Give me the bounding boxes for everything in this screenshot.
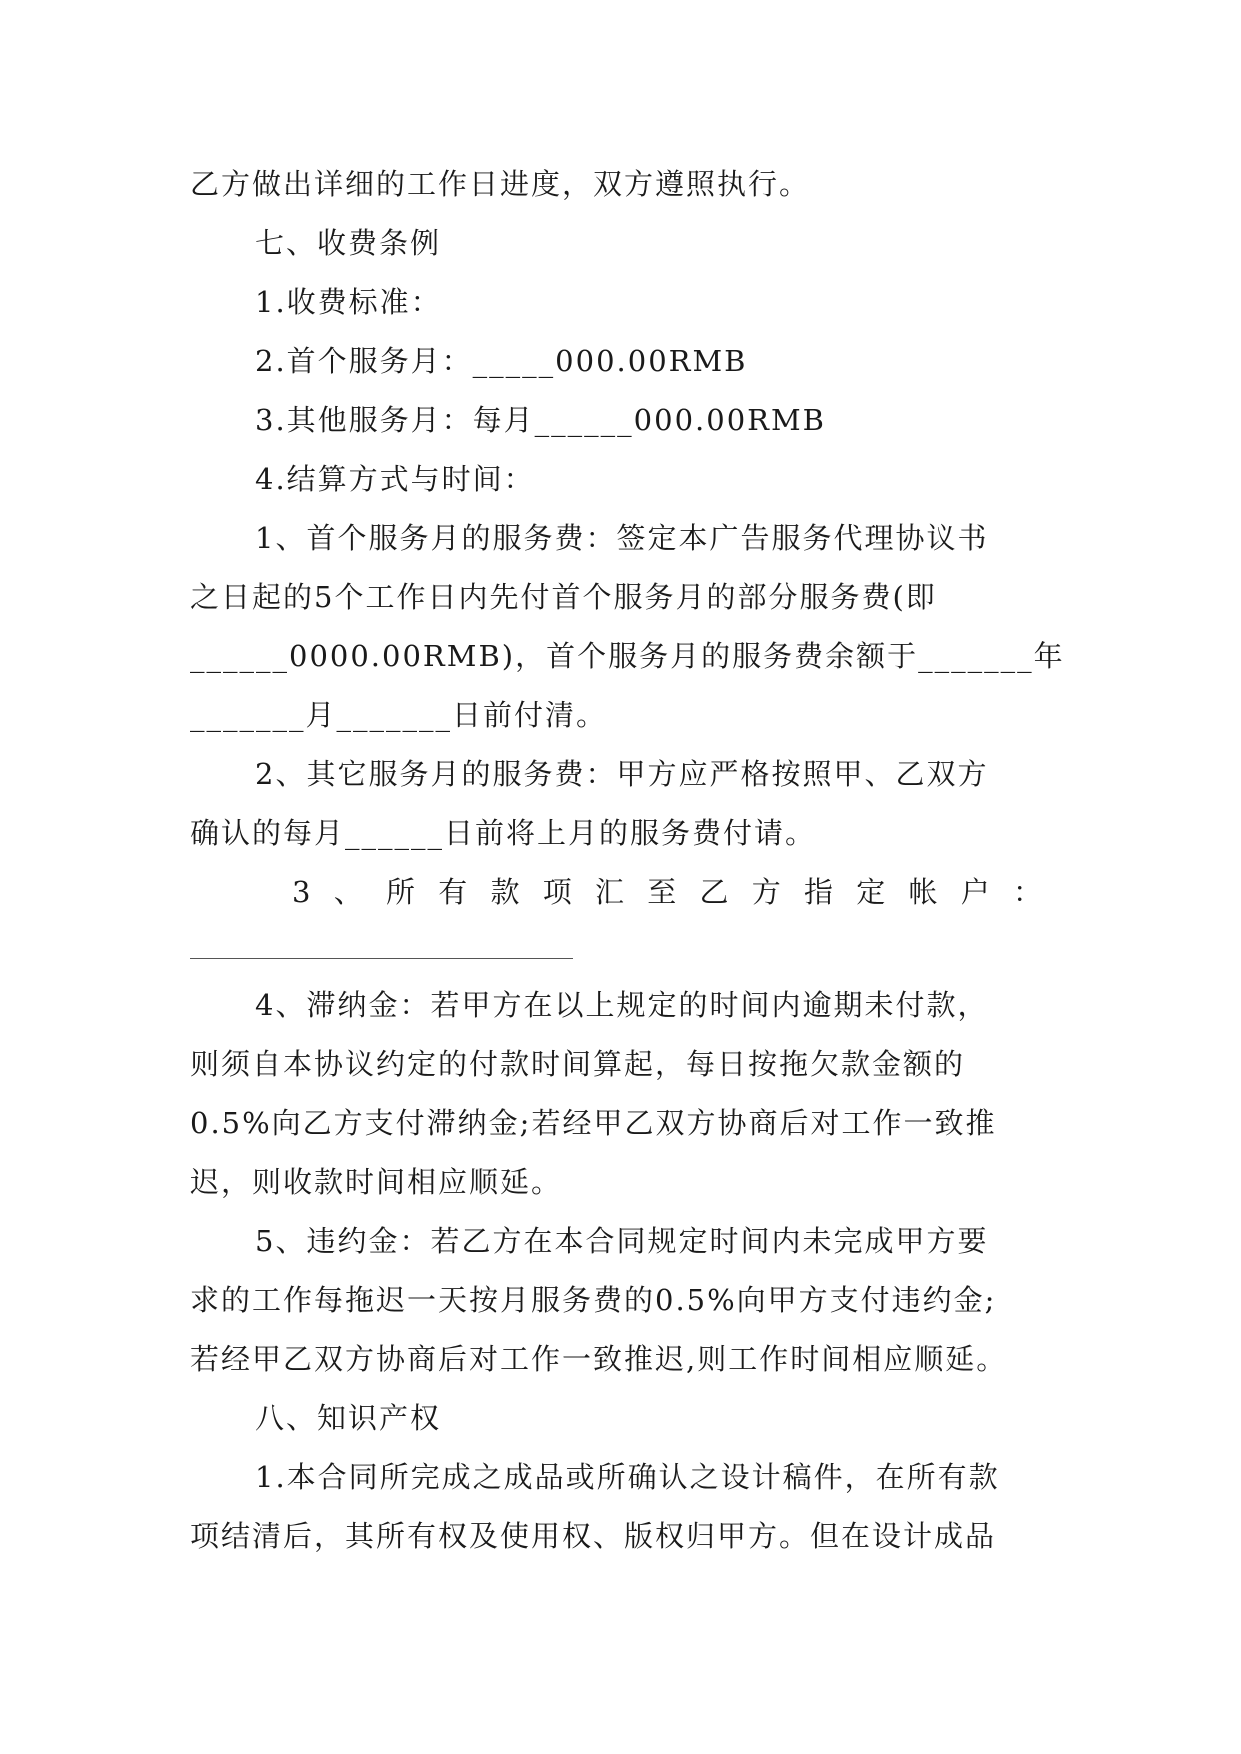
spread-char: 3 xyxy=(292,875,313,909)
spread-char: 乙 xyxy=(699,875,731,909)
spread-char: ： xyxy=(1012,875,1044,909)
spread-char: 至 xyxy=(647,875,679,909)
body-text-line: 5、违约金：若乙方在本合同规定时间内未完成甲方要 xyxy=(255,1224,989,1258)
account-line xyxy=(292,872,1044,912)
account-blank-underline xyxy=(190,958,573,959)
body-text-line: 4、滞纳金：若甲方在以上规定的时间内逾期未付款， xyxy=(255,988,989,1022)
body-text-line: ______0000.00RMB)，首个服务月的服务费余额于_______年 xyxy=(190,639,1065,673)
body-text-line: 若经甲乙双方协商后对工作一致推迟,则工作时间相应顺延。 xyxy=(190,1342,1008,1376)
body-text-line: 乙方做出详细的工作日进度，双方遵照执行。 xyxy=(190,167,811,201)
spread-char: 汇 xyxy=(594,875,626,909)
spread-char: 、 xyxy=(333,875,365,909)
spread-char: 帐 xyxy=(908,875,940,909)
section-heading: 七、收费条例 xyxy=(255,226,442,260)
body-text-line: 2、其它服务月的服务费：甲方应严格按照甲、乙双方 xyxy=(255,757,989,791)
spread-char: 定 xyxy=(856,875,888,909)
body-text-line: 迟，则收款时间相应顺延。 xyxy=(190,1165,563,1199)
body-text-line: 之日起的5个工作日内先付首个服务月的部分服务费(即 xyxy=(190,580,937,614)
body-text-line: 1.收费标准： xyxy=(255,285,442,319)
body-text-line: 4.结算方式与时间： xyxy=(255,462,535,496)
spread-char: 指 xyxy=(803,875,835,909)
body-text-line: 1.本合同所完成之成品或所确认之设计稿件，在所有款 xyxy=(255,1460,1000,1494)
body-text-line: 1、首个服务月的服务费：签定本广告服务代理协议书 xyxy=(255,521,989,555)
body-text-line: 项结清后，其所有权及使用权、版权归甲方。但在设计成品 xyxy=(190,1519,997,1553)
spread-char: 项 xyxy=(542,875,574,909)
spread-char: 方 xyxy=(751,875,783,909)
body-text-line: 则须自本协议约定的付款时间算起，每日按拖欠款金额的 xyxy=(190,1047,966,1081)
body-text-line: 0.5%向乙方支付滞纳金;若经甲乙双方协商后对工作一致推 xyxy=(190,1106,997,1140)
body-text-line: 确认的每月______日前将上月的服务费付请。 xyxy=(190,816,817,850)
body-text-line: _______月_______日前付清。 xyxy=(190,698,608,732)
spread-char: 户 xyxy=(960,875,992,909)
section-heading: 八、知识产权 xyxy=(255,1401,442,1435)
body-text-line: 3.其他服务月：每月______000.00RMB xyxy=(255,403,826,437)
spread-char: 所 xyxy=(385,875,417,909)
body-text-line: 2.首个服务月：_____000.00RMB xyxy=(255,344,748,378)
body-text-line: 求的工作每拖迟一天按月服务费的0.5%向甲方支付违约金; xyxy=(190,1283,997,1317)
spread-char: 款 xyxy=(490,875,522,909)
spread-char: 有 xyxy=(438,875,470,909)
